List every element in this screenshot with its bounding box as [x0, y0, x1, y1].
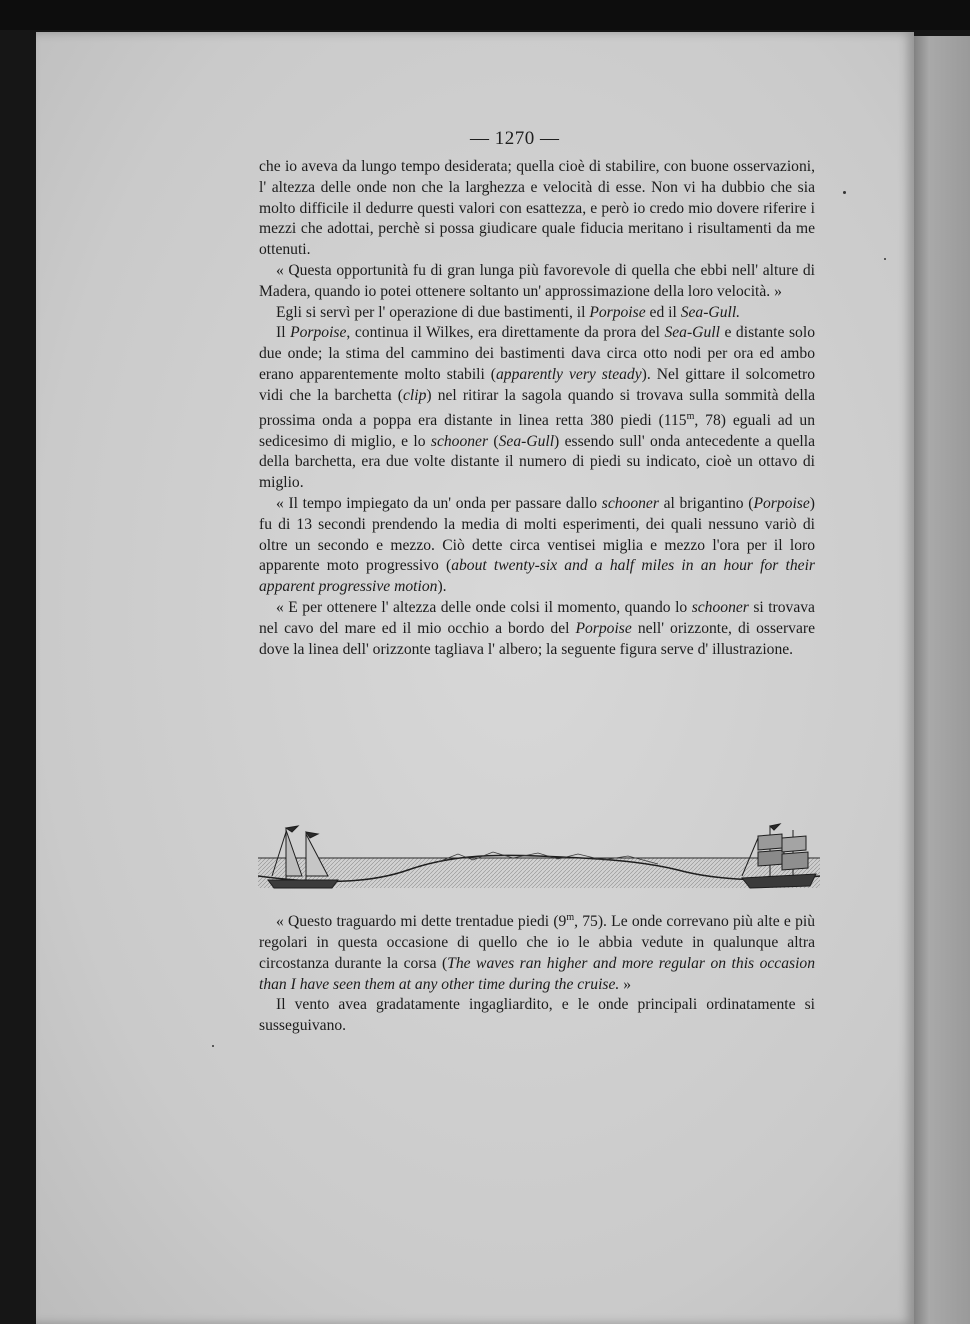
italic-text: Sea-Gull [664, 324, 720, 342]
italic-text: Porpoise [753, 494, 810, 512]
text-run: Il [276, 324, 291, 342]
paragraph [259, 303, 815, 324]
text-run: « Il tempo impiegato da un' onda per passare dallo [276, 494, 602, 512]
body-text-bottom [259, 908, 815, 1037]
text-run: ). Nel gittare il solcometro vidi che la barchetta ( [259, 365, 815, 404]
text-run: e distante solo due onde; la stima del cammino dei bastimenti dava circa otto nodi per ora ed ambo erano apparentemente molto stabili ( [259, 324, 815, 383]
text-run: Il vento avea gradatamente ingagliardito, e le onde principali ordinatamente si susseguivano. [259, 996, 815, 1035]
italic-text: about twenty-six and a half miles in an hour for their apparent progressive motion [259, 557, 816, 596]
text-run: , continua il Wilkes, era direttamente da prora del [346, 324, 665, 342]
italic-text: clip [402, 386, 427, 404]
italic-text: Porpoise [575, 619, 632, 637]
paragraph [259, 598, 815, 660]
text-run: ) fu di 13 secondi prendendo la media di molti esperimenti, dei quali nessuno variò di oltre un secondo e mezzo. Ciò dette circa ventisei miglia e mezzo l'ora per il loro apparente moto progressivo ( [259, 494, 815, 575]
next-page-edge [912, 36, 970, 1324]
text-run: si trovava nel cavo del mare ed il mio occhio a bordo del [259, 598, 815, 637]
text-run: ( [488, 432, 499, 450]
text-run: , 78) eguali ad un sedicesimo di miglio, e lo [259, 411, 815, 450]
italic-text: Porpoise [290, 324, 347, 342]
italic-text: apparently very steady [496, 365, 642, 383]
ships-on-waves-illustration [258, 818, 820, 898]
paragraph [259, 908, 815, 995]
italic-text: schooner [430, 432, 489, 450]
paragraph [259, 323, 815, 494]
text-run: Egli si servì per l' operazione di due bastimenti, il [276, 303, 590, 321]
italic-text: Porpoise [589, 303, 646, 321]
scan-border [0, 0, 970, 30]
text-run: al brigantino ( [658, 494, 754, 512]
text-run: ed il [645, 303, 681, 321]
italic-text: The waves ran higher and more regular on this occasion than I have seen them at any other time during the cruise. [259, 954, 816, 993]
text-run: « E per ottenere l' altezza delle onde colsi il momento, quando lo [276, 598, 692, 616]
text-run: , 75). Le onde correvano più alte e più regolari in questa occasione di quello che io le abbia vedute in qualunque altra circostanza durante la corsa ( [259, 913, 815, 972]
superscript: m [686, 410, 695, 422]
italic-text: schooner [691, 598, 749, 616]
paper-speck [843, 191, 846, 194]
text-run: » [619, 975, 632, 993]
text-run: ) nel ritirar la sagola quando si trovava sulla sommità della prossima onda a poppa era distante in linea retta 380 piedi (115 [259, 386, 815, 429]
italic-text: Sea-Gull [498, 432, 555, 450]
page-number: — 1270 — [470, 128, 560, 149]
paragraph [259, 494, 815, 598]
italic-text: Sea-Gull. [680, 303, 741, 321]
paragraph [259, 995, 815, 1037]
superscript: m [566, 912, 575, 923]
paper-speck [884, 258, 886, 260]
text-run: nell' orizzonte, di osservare dove la linea dell' orizzonte tagliava l' albero; la seguente figura serve d' illustrazione. [259, 619, 815, 658]
paragraph [259, 157, 815, 261]
text-run: « Questo traguardo mi dette trentadue piedi (9 [276, 913, 567, 931]
text-run: ). [437, 578, 447, 596]
text-run: che io aveva da lungo tempo desiderata; quella cioè di stabilire, con buone osservazioni, l' altezza delle onde non che la larghezza e velocità di esse. Non vi ha dubbio che sia molto difficile il dedurre questi valori con esattezza, e però io credo mio dovere riferire i mezzi che adottai, perchè si possa giudicare quale fiducia meritano i risultamenti da me ottenuti. [259, 158, 815, 259]
text-run: « Questa opportunità fu di gran lunga più favorevole di quella che ebbi nell' alture di Madera, quando io potei ottenere soltanto un' approssimazione della loro velocità. » [259, 261, 815, 300]
italic-text: schooner [601, 494, 659, 512]
text-run: ) essendo sull' onda antecedente a quella della barchetta, era due volte distante il numero di piedi su indicato, cioè un ottavo di miglio. [259, 432, 815, 492]
paper-speck [212, 1045, 214, 1047]
paragraph [259, 261, 815, 303]
body-text-top [259, 157, 815, 660]
